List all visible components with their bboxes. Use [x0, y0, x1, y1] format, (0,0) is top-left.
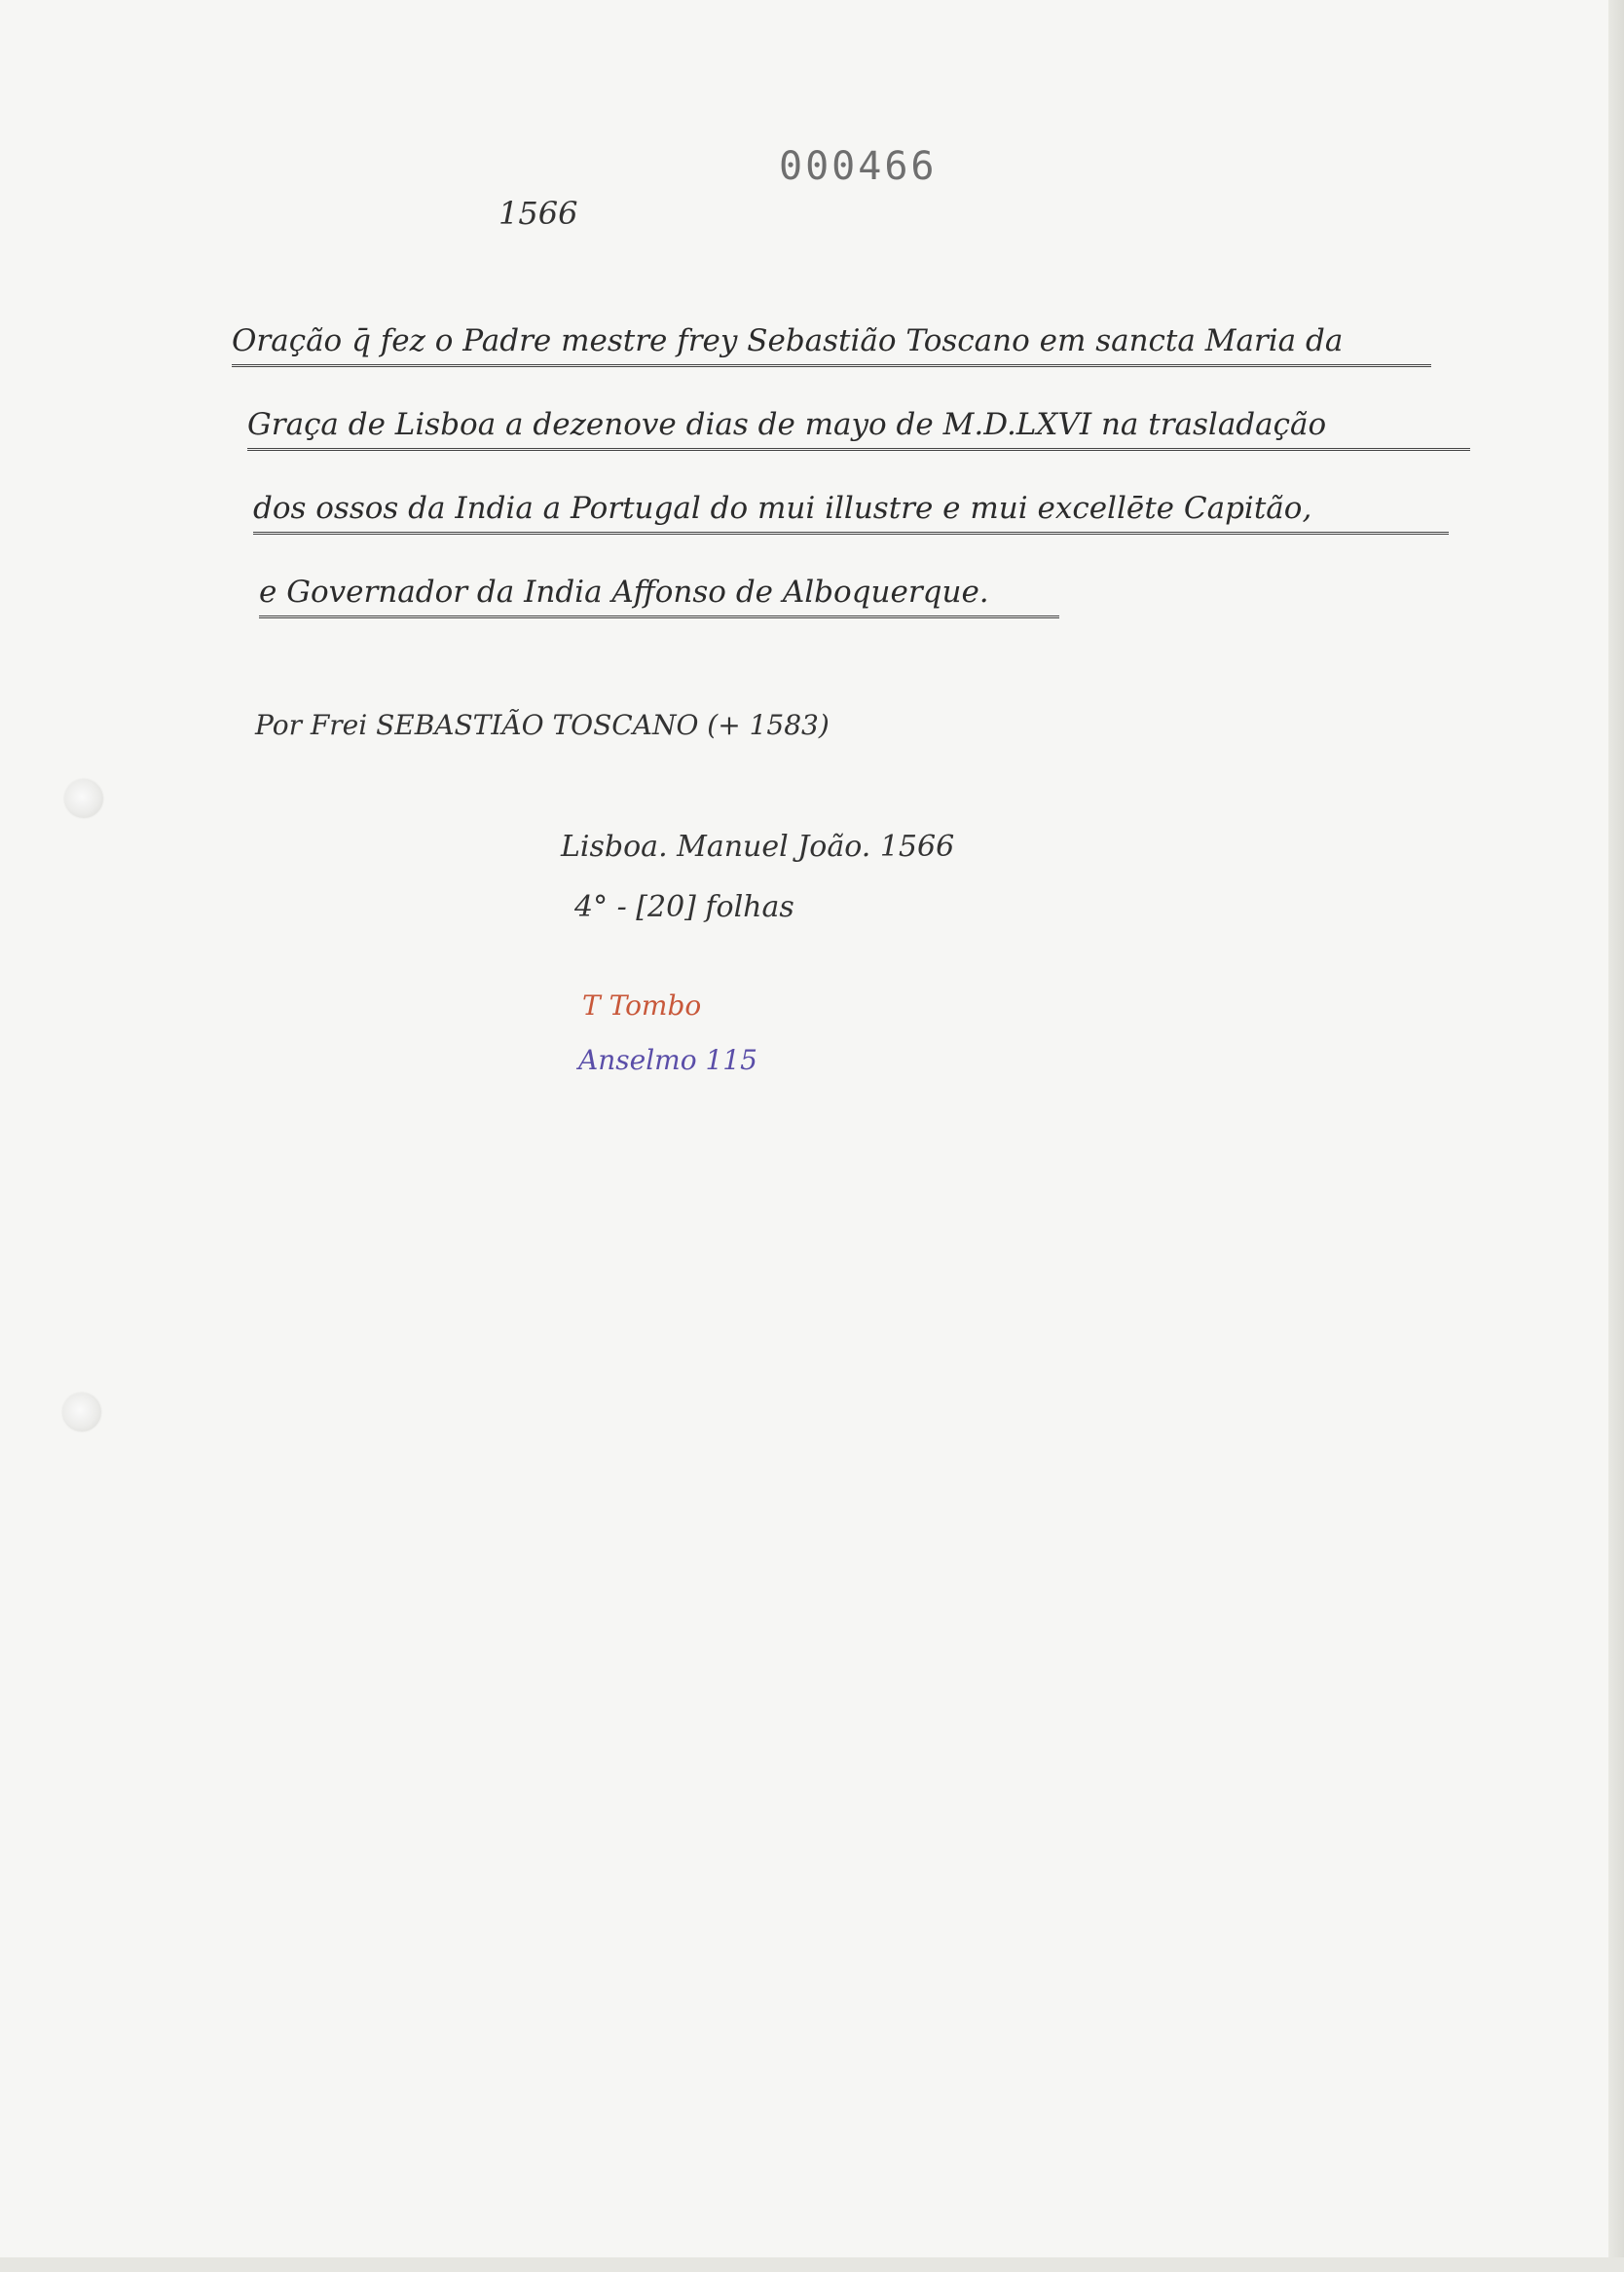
reference-blue-note: Anselmo 115 — [578, 1044, 757, 1076]
title-line-2: Graça de Lisboa a dezenove dias de mayo de M.D.LXVI na trasladação — [247, 407, 1470, 451]
imprint-line: Lisboa. Manuel João. 1566 — [561, 830, 955, 864]
archive-stamp-number: 000466 — [779, 144, 938, 189]
extent-line: 4° - [20] folhas — [574, 890, 794, 924]
page-edge-bottom — [0, 2257, 1624, 2272]
title-line-3: dos ossos da India a Portugal do mui illustre e mui excellēte Capitão, — [253, 491, 1449, 535]
title-line-1: Oração q̄ fez o Padre mestre frey Sebastião Toscano em sancta Maria da — [232, 323, 1431, 367]
page-edge-right — [1608, 0, 1624, 2272]
year-note: 1566 — [498, 195, 578, 232]
punch-hole — [62, 1393, 101, 1432]
author-line: Por Frei SEBASTIÃO TOSCANO (+ 1583) — [255, 709, 830, 741]
title-line-4: e Governador da India Affonso de Alboquerque. — [259, 575, 1059, 618]
reference-red-note: T Tombo — [582, 989, 702, 1022]
punch-hole — [64, 779, 103, 818]
